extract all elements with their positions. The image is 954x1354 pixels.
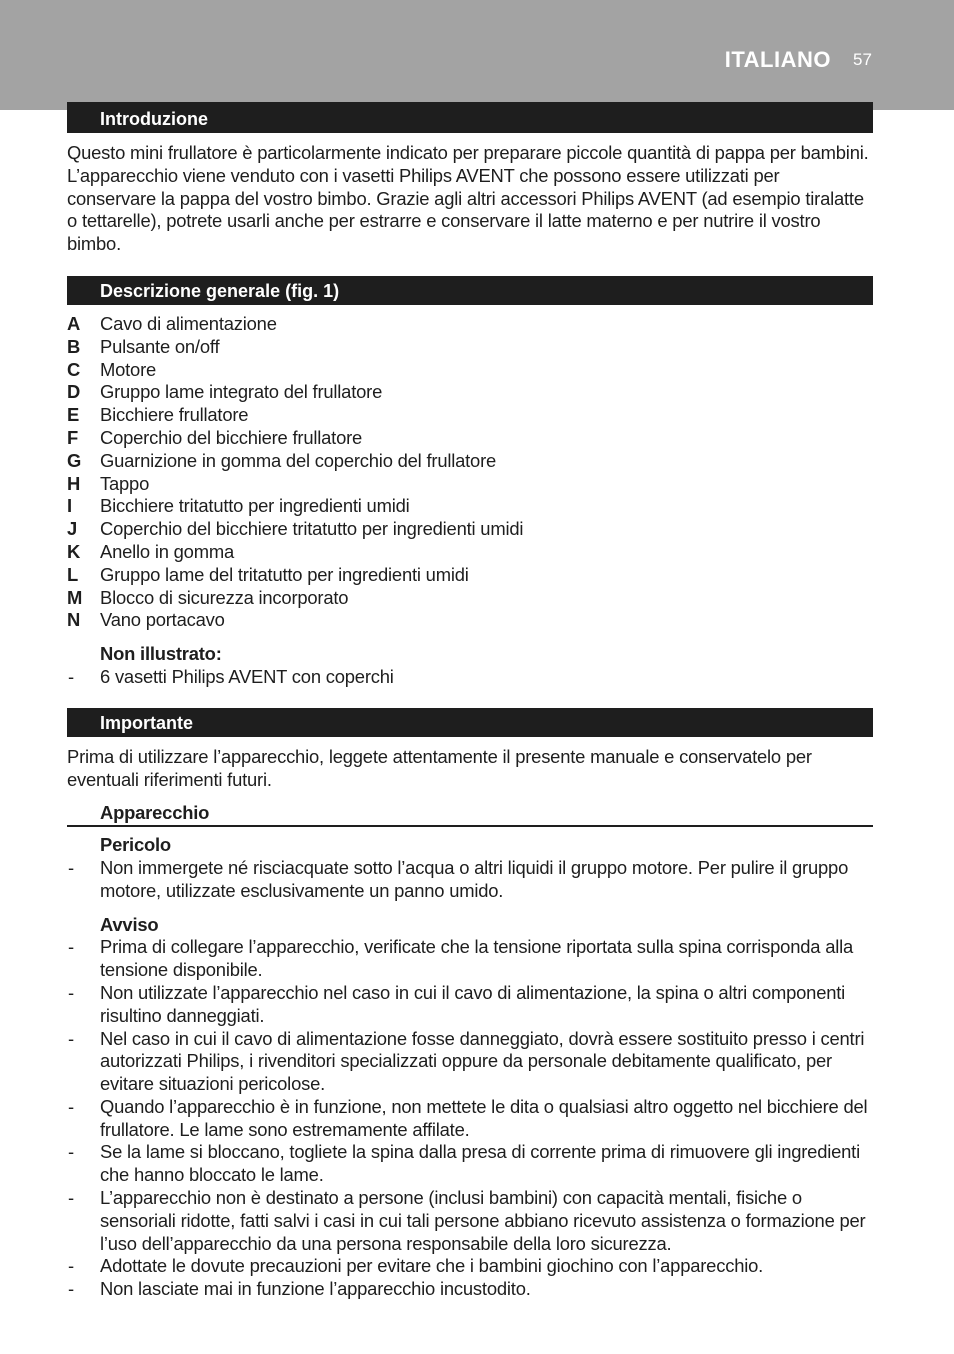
legend-letter: A	[67, 312, 81, 334]
not-shown-title: Non illustrato:	[100, 643, 222, 665]
document-body	[67, 102, 873, 1301]
legend-letter: L	[67, 563, 79, 585]
legend-item	[67, 473, 873, 496]
list-item	[67, 982, 873, 1028]
legend-letter: B	[67, 335, 81, 357]
list-item	[67, 1028, 873, 1096]
legend-text: Gruppo lame del tritatutto per ingredienti umidi	[100, 563, 469, 585]
legend-text: Blocco di sicurezza incorporato	[100, 586, 349, 608]
legend-text: Tappo	[100, 472, 150, 494]
legend-letter: C	[67, 358, 81, 380]
list-item-text: Non immergete né risciacquate sotto l’acqua o altri liquidi il gruppo motore. Per pulire il gruppo motore, utilizzate esclusivamente un panno umido.	[100, 856, 849, 901]
list-item-text: L’apparecchio non è destinato a persone (inclusi bambini) con capacità mentali, fisiche o sensoriali ridotte, fatti salvi i casi in cui tali persone abbiano ricevuto assistenza o formazione per l’uso dell’apparecchio da una persona responsabile della loro sicurezza.	[100, 1187, 866, 1254]
list-item-text: Se la lame si bloccano, togliete la spina dalla presa di corrente prima di rimuovere gli ingredienti che hanno bloccato le lame.	[100, 1141, 860, 1186]
legend-letter: M	[67, 586, 83, 608]
parts-legend	[67, 313, 873, 632]
legend-letter: E	[67, 404, 80, 426]
list-item-text: Quando l’apparecchio è in funzione, non mettete le dita o qualsiasi altro oggetto nel bicchiere del frullatore. Le lame sono estremamente affilate.	[100, 1095, 868, 1140]
legend-text: Anello in gomma	[100, 540, 234, 562]
legend-text: Coperchio del bicchiere tritatutto per ingredienti umidi	[100, 518, 524, 540]
danger-list	[67, 857, 873, 903]
legend-item	[67, 427, 873, 450]
legend-letter: K	[67, 540, 81, 562]
legend-item	[67, 541, 873, 564]
appliance-subheading: Apparecchio	[67, 802, 873, 827]
legend-item	[67, 404, 873, 427]
legend-letter: D	[67, 381, 81, 403]
legend-item	[67, 587, 873, 610]
danger-title: Pericolo	[100, 834, 171, 856]
bullet-dash: -	[68, 665, 74, 687]
list-item-text: Adottate le dovute precauzioni per evitare che i bambini giochino con l’apparecchio.	[100, 1255, 764, 1277]
list-item-text: Nel caso in cui il cavo di alimentazione fosse danneggiato, dovrà essere sostituito presso i centri autorizzati Philips, i rivenditori specializzati oppure da personale debitamente qualificato, per evitare situazioni pericolose.	[100, 1027, 865, 1095]
page-header	[0, 0, 954, 110]
list-item	[67, 936, 873, 982]
list-item-text: Non lasciate mai in funzione l’apparecchio incustodito.	[100, 1278, 531, 1300]
section-title-description: Descrizione generale (fig. 1)	[67, 276, 873, 305]
bullet-dash: -	[68, 936, 74, 958]
legend-letter: H	[67, 472, 81, 494]
legend-item	[67, 381, 873, 404]
legend-text: Bicchiere frullatore	[100, 404, 249, 426]
list-item	[67, 857, 873, 903]
legend-letter: F	[67, 426, 79, 448]
legend-text: Pulsante on/off	[100, 335, 220, 357]
important-paragraph: Prima di utilizzare l’apparecchio, leggete attentamente il presente manuale e conservatelo per eventuali riferimenti futuri.	[67, 745, 812, 790]
legend-letter: G	[67, 449, 82, 471]
legend-item	[67, 495, 873, 518]
legend-item	[67, 450, 873, 473]
warning-list	[67, 936, 873, 1301]
list-item	[67, 1255, 873, 1278]
legend-item	[67, 336, 873, 359]
warning-title: Avviso	[100, 913, 159, 935]
bullet-dash: -	[68, 1187, 74, 1209]
legend-item	[67, 564, 873, 587]
list-item	[67, 1278, 873, 1301]
legend-letter: N	[67, 609, 81, 631]
list-item	[67, 1187, 873, 1255]
legend-item	[67, 359, 873, 382]
list-item	[67, 1141, 873, 1187]
legend-text: Cavo di alimentazione	[100, 312, 277, 334]
legend-letter: I	[67, 495, 72, 517]
bullet-dash: -	[68, 1278, 74, 1300]
bullet-dash: -	[68, 1095, 74, 1117]
page-number: 57	[853, 50, 872, 69]
legend-text: Gruppo lame integrato del frullatore	[100, 381, 383, 403]
legend-text: Bicchiere tritatutto per ingredienti umidi	[100, 495, 410, 517]
legend-letter: J	[67, 518, 78, 540]
bullet-dash: -	[68, 1027, 74, 1049]
section-title-important: Importante	[67, 708, 873, 737]
legend-text: Coperchio del bicchiere frullatore	[100, 426, 363, 448]
list-item-text: 6 vasetti Philips AVENT con coperchi	[100, 665, 394, 687]
legend-item	[67, 518, 873, 541]
legend-text: Motore	[100, 358, 157, 380]
section-title-intro: Introduzione	[67, 102, 873, 133]
list-item-text: Non utilizzate l’apparecchio nel caso in cui il cavo di alimentazione, la spina o altri componenti risultino danneggiati.	[100, 981, 846, 1026]
legend-text: Guarnizione in gomma del coperchio del frullatore	[100, 449, 497, 471]
bullet-dash: -	[68, 981, 74, 1003]
bullet-dash: -	[68, 856, 74, 878]
legend-text: Vano portacavo	[100, 609, 225, 631]
legend-item	[67, 609, 873, 632]
language-label: ITALIANO	[724, 47, 831, 72]
intro-paragraph: Questo mini frullatore è particolarmente indicato per preparare piccole quantità di pappa per bambini. L’apparecchio viene venduto con i vasetti Philips AVENT che possono essere utilizzati per conservare la pappa del vostro bimbo. Grazie agli altri accessori Philips AVENT (ad esempio tiralatte o tettarelle), potrete usarli anche per estrarre e conservare il latte materno e per nutrire il vostro bimbo.	[67, 142, 869, 255]
legend-item	[67, 313, 873, 336]
bullet-dash: -	[68, 1255, 74, 1277]
list-item	[67, 666, 873, 689]
list-item-text: Prima di collegare l’apparecchio, verificate che la tensione riportata sulla spina corrisponda alla tensione disponibile.	[100, 936, 854, 981]
list-item	[67, 1096, 873, 1142]
bullet-dash: -	[68, 1141, 74, 1163]
not-shown-list	[67, 666, 873, 689]
